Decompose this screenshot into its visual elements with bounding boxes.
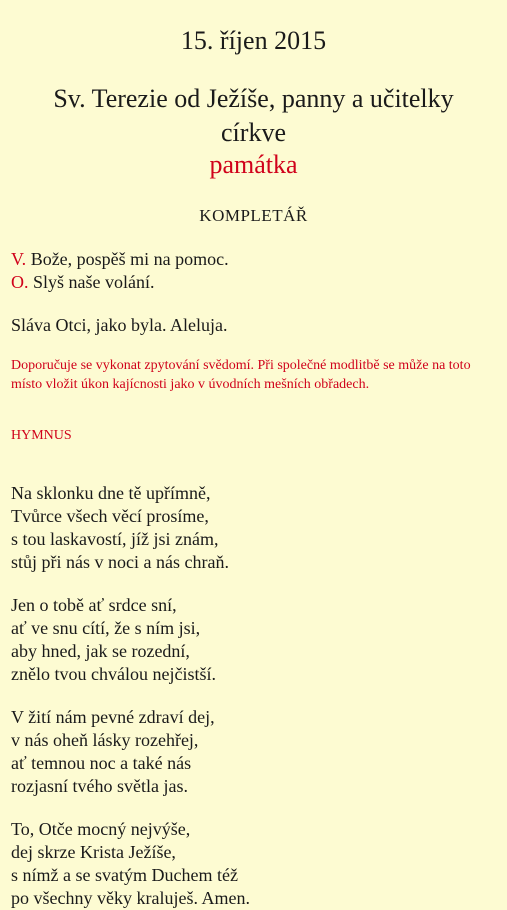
hymn-verse: V žití nám pevné zdraví dej, xyxy=(11,707,215,727)
hymn-verse: s nímž a se svatým Duchem též xyxy=(11,865,238,885)
versicle-text: Bože, pospěš mi na pomoc. xyxy=(30,249,229,269)
hymn-verse: stůj při nás v noci a nás chraň. xyxy=(11,552,229,572)
hour-heading: KOMPLETÁŘ xyxy=(199,206,308,225)
versicle-mark: V. xyxy=(11,249,27,269)
hymn-label: HYMNUS xyxy=(11,428,72,443)
gloria-text: Sláva Otci, jako byla. Aleluja. xyxy=(11,315,228,335)
hymn-verse: s tou laskavostí, jíž jsi znám, xyxy=(11,529,219,549)
hymn-verse: Na sklonku dne tě upřímně, xyxy=(11,483,211,503)
versicle-line xyxy=(11,248,229,271)
hymn-verse: ať temnou noc a také nás xyxy=(11,753,192,773)
hymn-verse: znělo tvou chválou nejčistší. xyxy=(11,664,216,684)
hymn-verse: ať ve snu cítí, že s ním jsi, xyxy=(11,618,201,638)
response-mark: O. xyxy=(11,272,29,292)
hymn-verse: aby hned, jak se rozední, xyxy=(11,641,190,661)
feast-rank: památka xyxy=(209,150,298,179)
response-text: Slyš naše volání. xyxy=(33,272,155,292)
liturgical-date: 15. říjen 2015 xyxy=(180,26,327,55)
hymn-verse: To, Otče mocný nejvýše, xyxy=(11,819,191,839)
hymn-verse: v nás oheň lásky rozehřej, xyxy=(11,730,199,750)
hymn-verse: rozjasní tvého světla jas. xyxy=(11,776,188,796)
hymn-stanza xyxy=(11,482,229,574)
response-line xyxy=(11,271,155,294)
feast-title: Sv. Terezie od Ježíše, panny a učitelky církve xyxy=(53,84,454,147)
hymn-verse: Tvůrce všech věcí prosíme, xyxy=(11,506,209,526)
rubric-text: Doporučuje se vykonat zpytování svědomí. Při společné modlitbě se může na toto místo vložit úkon kajícnosti jako v úvodních mešních obřadech. xyxy=(11,358,471,392)
hymn-stanza xyxy=(11,818,250,910)
hymn-stanza xyxy=(11,706,215,798)
hymn-stanza xyxy=(11,594,216,686)
hymn-verse: dej skrze Krista Ježíše, xyxy=(11,842,176,862)
hymn-verse: po všechny věky kraluješ. Amen. xyxy=(11,888,250,908)
hymn-verse: Jen o tobě ať srdce sní, xyxy=(11,595,177,615)
